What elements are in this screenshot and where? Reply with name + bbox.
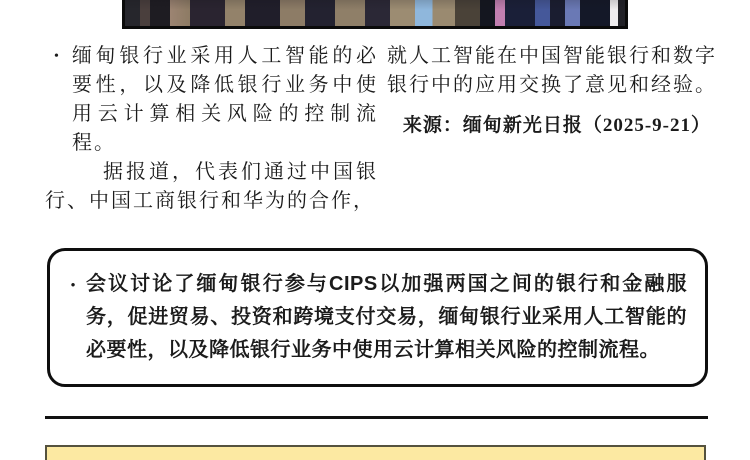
notice-box-top-edge bbox=[45, 445, 706, 460]
article-column-right bbox=[387, 42, 717, 216]
bullet-icon: • bbox=[70, 277, 76, 292]
article-paragraph-2-continuation: 就人工智能在中国智能银行和数字银行中的应用交换了意见和经验。 bbox=[387, 45, 717, 96]
article-columns bbox=[45, 42, 717, 216]
section-divider bbox=[45, 416, 708, 419]
meeting-photo-cropped bbox=[122, 0, 628, 29]
summary-box bbox=[47, 248, 708, 387]
summary-text: 会议讨论了缅甸银行参与CIPS以加强两国之间的银行和金融服务，促进贸易、投资和跨境支付交易，缅甸银行业采用人工智能的必要性，以及降低银行业务中使用云计算相关风险的控制流程。 bbox=[86, 273, 687, 361]
summary-box-content bbox=[60, 268, 687, 367]
article-column-left bbox=[45, 42, 378, 216]
bullet-list-item bbox=[45, 42, 378, 158]
article-paragraph-1: 缅甸银行业采用人工智能的必要性，以及降低银行业务中使用云计算相关风险的控制流程。 bbox=[72, 45, 378, 154]
bullet-icon: • bbox=[54, 49, 59, 64]
article-paragraph-2: 据报道，代表们通过中国银行、中国工商银行和华为的合作， bbox=[45, 161, 378, 212]
source-caption: 来源：缅甸新光日报（2025-9-21） bbox=[402, 115, 711, 136]
